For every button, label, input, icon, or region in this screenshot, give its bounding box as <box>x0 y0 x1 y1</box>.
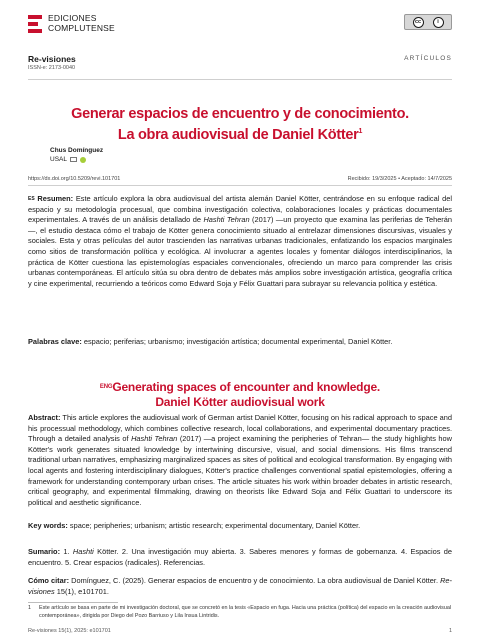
article-title-en: $^{ENG}$Generating spaces of encounter and knowledge. Daniel Kötter audiovisual work <box>99 380 381 409</box>
abstract-es: $^{ES}$ Resumen: Este artículo explora la obra audiovisual del artista alemán Daniel Kötter, centrándose en su enfoque radical del espacio y su metodología procesual, que combina investigación colectiva, colaboraciones locales y prácticas documentales experimentales. A través de un análisis detallado de Hashti Tehran (2017) —un proyecto que examina las periferias de Teherán—, el estudio destaca cómo el trabajo de Kötter genera conocimiento situado al entrelazar dimensiones discursivas, visuales y sociales. Esta y otras películas del autor trascienden las narrativas urbanas tradicionales, enfatizando los espacios marginales como sitios de transformación política y ecológica. Al involucrar a agentes locales y fomentar diálogos interdisciplinarios, la práctica de Kötter cuestiona las epistemologías espaciales convencionales, ofreciendo un marco para comprender las crisis urbanas contemporáneas. El artículo sitúa su obra dentro de debates más amplios sobre investigación artística, geografía crítica y cine experimental, recurriendo a teóricos como Edward Soja y Félix Guattari para subrayar su relevancia política y estética. <box>28 194 452 288</box>
doi-link[interactable]: https://dx.doi.org/10.5209/revi.101701 <box>28 176 121 182</box>
footnote <box>28 605 452 620</box>
article-title-es: Generar espacios de encuentro y de conocimiento. La obra audiovisual de Daniel Kötter$^1$ <box>71 106 409 143</box>
orcid-icon[interactable] <box>80 157 86 163</box>
lang-tag-es: ES <box>28 196 35 202</box>
journal-name: Re-visiones <box>28 54 76 64</box>
footnote-number: 1 <box>28 605 31 611</box>
summary: Sumario: 1. Hashti Kötter. 2. Una investigación muy abierta. 3. Saberes menores y formas de gobernanza. 4. Espacios de encuentro. 5. Crear espacios (radicales). Referencias. <box>28 547 452 567</box>
keywords-es: Palabras clave: espacio; periferias; urbanismo; investigación artística; documental experimental, Daniel Kötter. <box>28 337 393 346</box>
abstract-en: Abstract: This article explores the audiovisual work of German artist Daniel Kötter, focusing on his radical approach to space and his processual methodology, which combines collective research, local collaborations, and experimental documentary practices. Through a detailed analysis of Hashti Tehran (2017) —a project examining the peripheries of Tehran— the study highlights how Kötter's work generates situated knowledge by intertwining discursive, visual, and social dimensions. His films transcend traditional urban narratives, emphasizing marginalized spaces as sites of political and ecological transformation. By engaging with local agents and fostering interdisciplinary dialogues, Kötter's practice challenges conventional spatial epistemologies, offering a framework for understanding contemporary urban crises. The article situates his work within broader debates in artistic research, critical geography, and experimental filmmaking, drawing on theorists like Edward Soja and Félix Guattari to underscore its political and aesthetic significance. <box>28 413 452 507</box>
section-label: ARTÍCULOS <box>404 55 452 62</box>
header-divider <box>28 79 452 80</box>
how-to-cite: Cómo citar: Domínguez, C. (2025). Generar espacios de encuentro y de conocimiento. La obra audiovisual de Daniel Kötter. Re-visiones 15(1), e101701. <box>28 576 452 596</box>
page-number: 1 <box>448 628 452 634</box>
footnote-text: Este artículo se basa en parte de mi investigación doctoral, que se concretó en la tesis «Espacio en fuga. Hacia una práctica (política) del espacio en la creación audiovisual contemporánea», dirigida por Diego del Pozo Barriuso y Lila Insua Lintridis. <box>39 605 452 619</box>
abstract-en-label: Abstract: <box>28 413 61 422</box>
cc-icon: cc <box>413 17 424 28</box>
issn: ISSN-e: 2173-0040 <box>28 65 76 71</box>
publisher-logo[interactable] <box>28 14 115 33</box>
publisher-mark-icon <box>28 15 42 33</box>
running-footer: Re-visiones 15(1), 2025: e101701 <box>28 628 111 634</box>
meta-divider <box>28 185 452 186</box>
lang-tag-en: ENG <box>99 384 113 390</box>
publisher-name: EDICIONES COMPLUTENSE <box>48 13 115 33</box>
keywords-en: Key words: space; peripheries; urbanism; artistic research; experimental documentary, Daniel Kötter. <box>28 521 361 530</box>
by-icon: i <box>433 17 444 28</box>
abstract-es-label: Resumen: <box>37 194 74 203</box>
author-name: Chus Domínguez <box>50 147 104 154</box>
mail-icon[interactable] <box>70 157 77 162</box>
article-dates: Recibido: 19/3/2025 • Aceptado: 14/7/2025 <box>347 176 452 182</box>
cc-license-badge[interactable] <box>404 14 452 30</box>
author-affiliation: USAL <box>50 156 86 163</box>
footnote-divider <box>28 602 118 603</box>
footnote-marker[interactable]: 1 <box>358 128 363 135</box>
